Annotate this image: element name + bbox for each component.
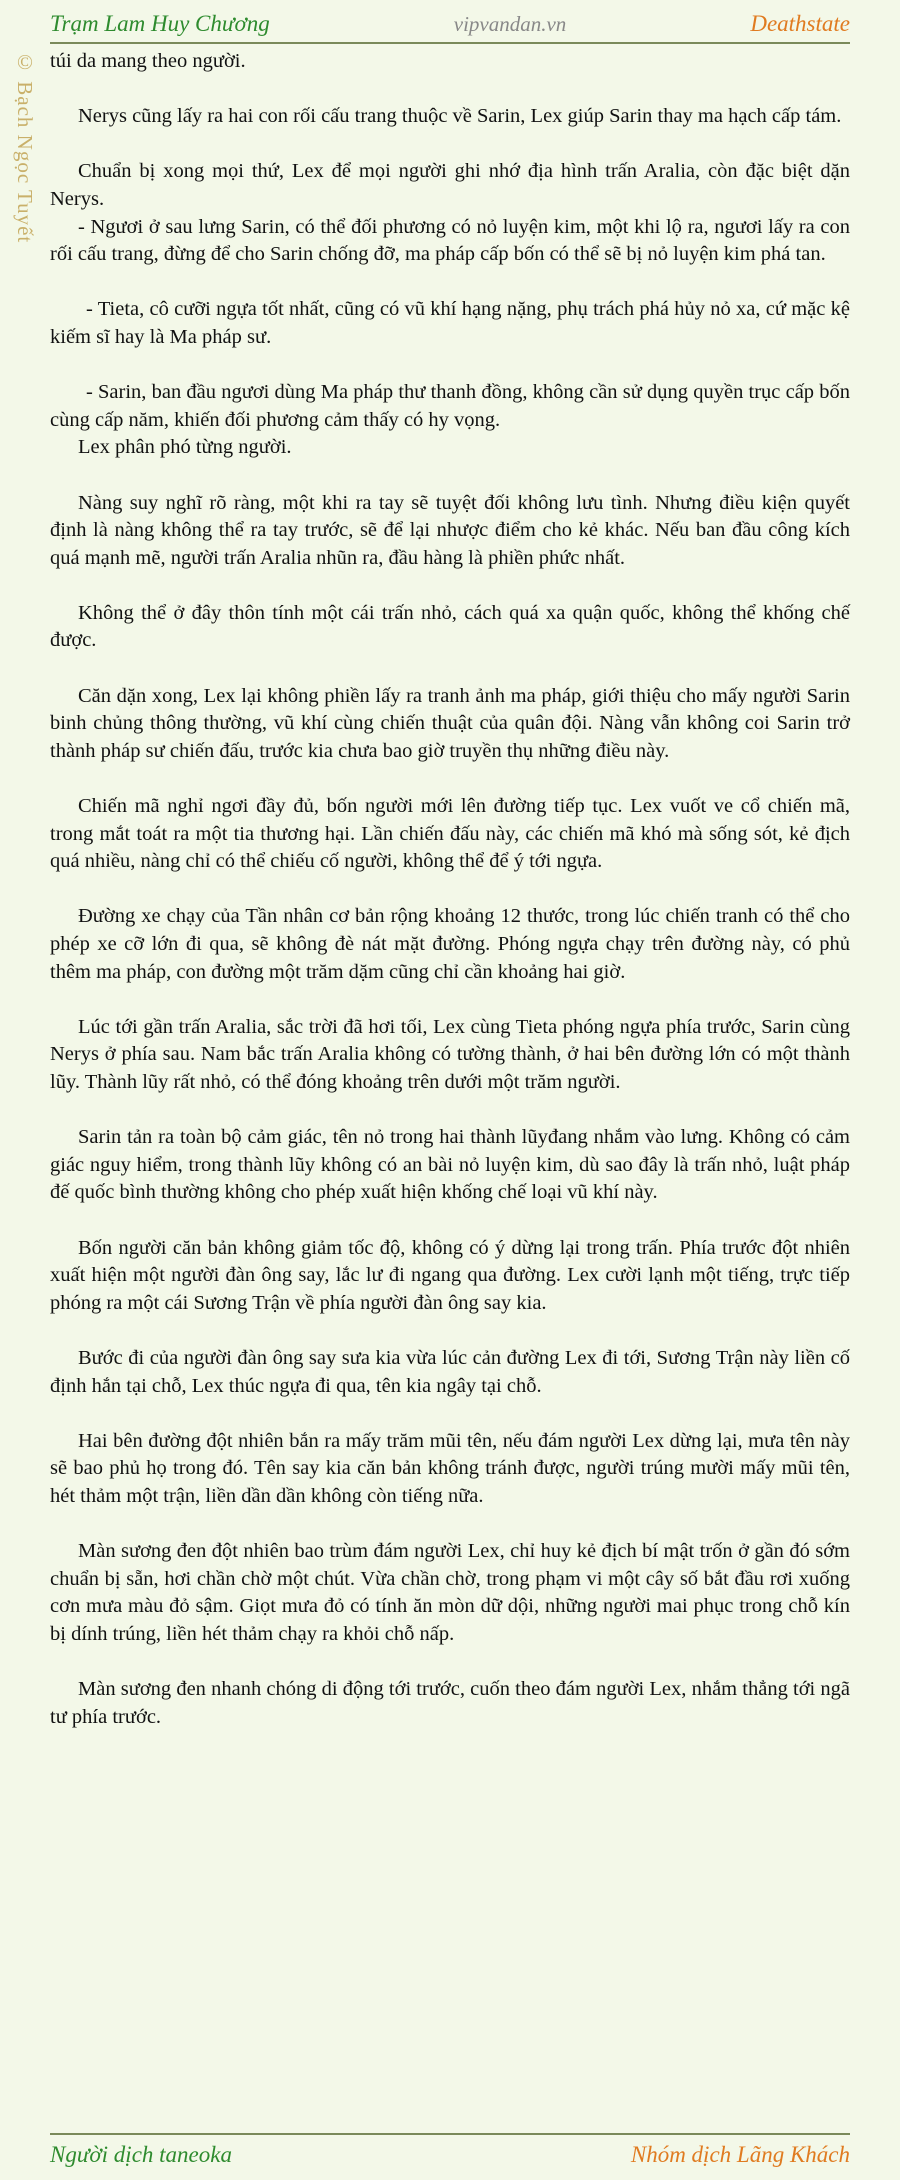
copyright-watermark: © Bạch Ngọc Tuyết xyxy=(13,50,37,244)
paragraph: Chiến mã nghỉ ngơi đầy đủ, bốn người mới lên đường tiếp tục. Lex vuốt ve cổ chiến mã, trong mắt toát ra một tia thương hại. Lần chiến đấu này, các chiến mã khó mà sống sót, kẻ địch quá nhiều, nàng chỉ có thể chiếu cố người, không thể để ý tới ngựa. xyxy=(50,795,850,873)
chapter-text xyxy=(50,48,850,1731)
paragraph: túi da mang theo người. xyxy=(50,50,246,72)
paragraph: - Tieta, cô cưỡi ngựa tốt nhất, cũng có vũ khí hạng nặng, phụ trách phá hủy nỏ xa, cứ mặc kệ kiếm sĩ hay là Ma pháp sư. xyxy=(50,298,850,348)
page-footer xyxy=(50,2133,850,2175)
paragraph: - Ngươi ở sau lưng Sarin, có thể đối phương có nỏ luyện kim, một khi lộ ra, ngươi lấy ra con rối cấu trang, đừng để cho Sarin chống đỡ, ma pháp cấp bốn có thể sẽ bị nỏ luyện kim phá tan. xyxy=(50,215,850,266)
paragraph: Đường xe chạy của Tần nhân cơ bản rộng khoảng 12 thước, trong lúc chiến tranh có thể cho phép xe cỡ lớn đi qua, sẽ không đè nát mặt đường. Phóng ngựa chạy trên đường này, có phủ thêm ma pháp, con đường một trăm dặm cũng chỉ cần khoảng hai giờ. xyxy=(50,905,850,983)
paragraph: - Sarin, ban đầu ngươi dùng Ma pháp thư thanh đồng, không cần sử dụng quyền trục cấp bốn cùng cấp năm, khiến đối phương cảm thấy có hy vọng. xyxy=(50,381,850,431)
site-url: vipvandan.vn xyxy=(453,11,567,36)
paragraph: Bốn người căn bản không giảm tốc độ, không có ý dừng lại trong trấn. Phía trước đột nhiên xuất hiện một người đàn ông say, lắc lư đi ngang qua đường. Lex cười lạnh một tiếng, trực tiếp phóng ra một cái Sương Trận về phía người đàn ông say kia. xyxy=(50,1236,850,1314)
book-title: Deathstate xyxy=(750,11,850,36)
paragraph: Chuẩn bị xong mọi thứ, Lex để mọi người ghi nhớ địa hình trấn Aralia, còn đặc biệt dặn Nerys. xyxy=(50,160,850,210)
translator-credit: Người dịch taneoka xyxy=(50,2142,232,2167)
paragraph: Nàng suy nghĩ rõ ràng, một khi ra tay sẽ tuyệt đối không lưu tình. Nhưng điều kiện quyết định là nàng không thể ra tay trước, sẽ để lại nhược điểm cho kẻ khác. Nếu ban đầu công kích quá mạnh mẽ, người trấn Aralia nhũn ra, đầu hàng là phiền phức nhất. xyxy=(50,491,850,569)
paragraph: Màn sương đen nhanh chóng di động tới trước, cuốn theo đám người Lex, nhắm thẳng tới ngã tư phía trước. xyxy=(50,1678,850,1728)
paragraph: Lex phân phó từng người. xyxy=(78,436,292,459)
paragraph: Nerys cũng lấy ra hai con rối cấu trang thuộc về Sarin, Lex giúp Sarin thay ma hạch cấp tám. xyxy=(78,105,842,128)
paragraph: Sarin tản ra toàn bộ cảm giác, tên nỏ trong hai thành lũyđang nhắm vào lưng. Không có cảm giác nguy hiểm, trong thành lũy không có an bài nỏ luyện kim, dù sao đây là trấn nhỏ, luật pháp đế quốc bình thường không cho phép xuất hiện khống chế loại vũ khí này. xyxy=(50,1126,850,1204)
paragraph: Bước đi của người đàn ông say sưa kia vừa lúc cản đường Lex đi tới, Sương Trận này liền cố định hắn tại chỗ, Lex thúc ngựa đi qua, tên kia ngây tại chỗ. xyxy=(50,1346,850,1397)
paragraph: Lúc tới gần trấn Aralia, sắc trời đã hơi tối, Lex cùng Tieta phóng ngựa phía trước, Sarin cùng Nerys ở phía sau. Nam bắc trấn Aralia không có tường thành, ở hai bên đường lớn có một thành lũy. Thành lũy rất nhỏ, có thể đóng khoảng trên dưới một trăm người. xyxy=(50,1015,850,1093)
paragraph: Màn sương đen đột nhiên bao trùm đám người Lex, chỉ huy kẻ địch bí mật trốn ở gần đó sớm chuẩn bị sẵn, hơi chần chờ một chút. Vừa chần chờ, trong phạm vi một cây số bắt đầu rơi xuống cơn mưa màu đỏ sậm. Giọt mưa đỏ có tính ăn mòn dữ dội, những người mai phục trong chỗ kín bị dính trúng, liền hét thảm chạy ra khỏi chỗ nấp. xyxy=(50,1540,850,1645)
paragraph: Hai bên đường đột nhiên bắn ra mấy trăm mũi tên, nếu đám người Lex dừng lại, mưa tên này sẽ bao phủ họ trong đó. Tên say kia căn bản không tránh được, người trúng mười mấy mũi tên, hét thảm một trận, liền dần dần không còn tiếng nữa. xyxy=(50,1429,850,1507)
group-credit: Nhóm dịch Lãng Khách xyxy=(630,2142,850,2167)
page-header xyxy=(50,6,850,44)
paragraph: Không thể ở đây thôn tính một cái trấn nhỏ, cách quá xa quận quốc, không thể khống chế được. xyxy=(50,601,850,652)
paragraph: Căn dặn xong, Lex lại không phiền lấy ra tranh ảnh ma pháp, giới thiệu cho mấy người Sarin binh chủng thông thường, vũ khí cùng chiến thuật của quân đội. Nàng vẫn không coi Sarin trở thành pháp sư chiến đấu, trước kia chưa bao giờ truyền thụ những điều này. xyxy=(50,684,850,762)
site-title: Trạm Lam Huy Chương xyxy=(50,11,270,36)
